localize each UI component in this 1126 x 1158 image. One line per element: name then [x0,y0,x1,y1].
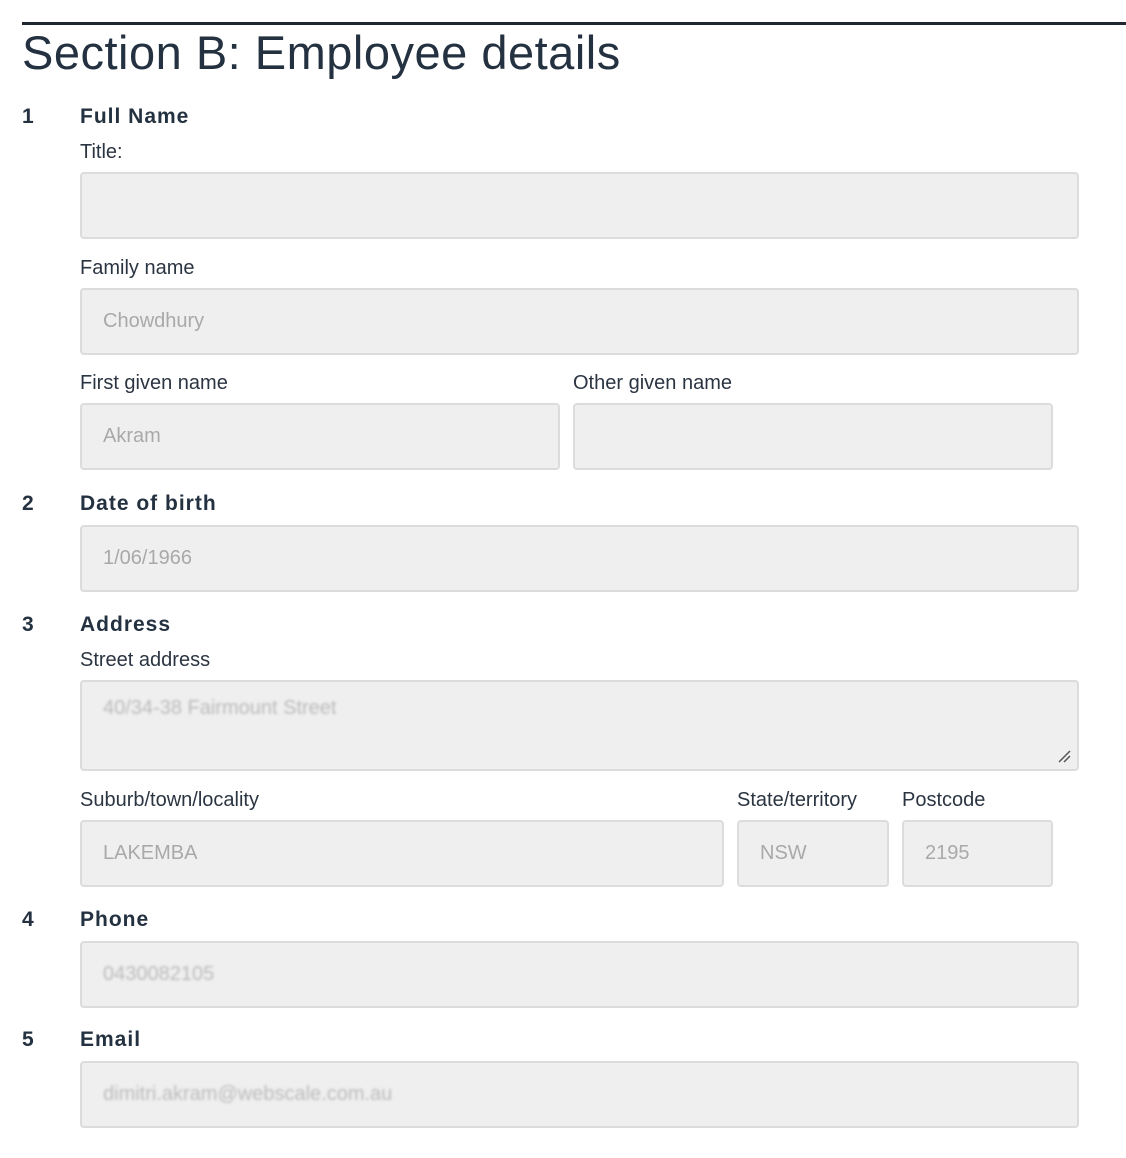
suburb-field[interactable]: LAKEMBA [80,820,724,887]
question-heading-date-of-birth: Date of birth [80,492,217,515]
family-name-label: Family name [80,257,195,279]
street-address-value: 40/34-38 Fairmount Street [103,697,337,719]
question-number-4: 4 [22,908,34,931]
state-field[interactable]: NSW [737,820,889,887]
question-number-1: 1 [22,105,34,128]
question-heading-email: Email [80,1028,142,1051]
date-of-birth-field[interactable]: 1/06/1966 [80,525,1079,592]
question-heading-phone: Phone [80,908,150,931]
first-given-name-label: First given name [80,372,228,394]
postcode-field[interactable]: 2195 [902,820,1053,887]
postcode-label: Postcode [902,789,986,811]
question-heading-full-name: Full Name [80,105,190,128]
family-name-field[interactable]: Chowdhury [80,288,1079,355]
street-address-label: Street address [80,649,211,671]
section-divider [22,22,1126,25]
email-field[interactable] [80,1061,1079,1128]
other-given-name-label: Other given name [573,372,732,394]
question-heading-address: Address [80,613,172,636]
question-number-3: 3 [22,613,34,636]
question-number-2: 2 [22,492,34,515]
street-address-textarea[interactable] [80,680,1079,771]
title-label: Title: [80,141,123,163]
page-title: Section B: Employee details [22,26,621,79]
state-label: State/territory [737,789,858,811]
suburb-label: Suburb/town/locality [80,789,259,811]
first-given-name-field[interactable]: Akram [80,403,560,470]
other-given-name-field[interactable] [573,403,1053,470]
phone-value: 0430082105 [103,963,215,985]
email-value: dimitri.akram@webscale.com.au [103,1083,393,1105]
phone-field[interactable] [80,941,1079,1008]
question-number-5: 5 [22,1028,34,1051]
title-field[interactable] [80,172,1079,239]
resize-grip-icon[interactable] [1057,749,1071,763]
